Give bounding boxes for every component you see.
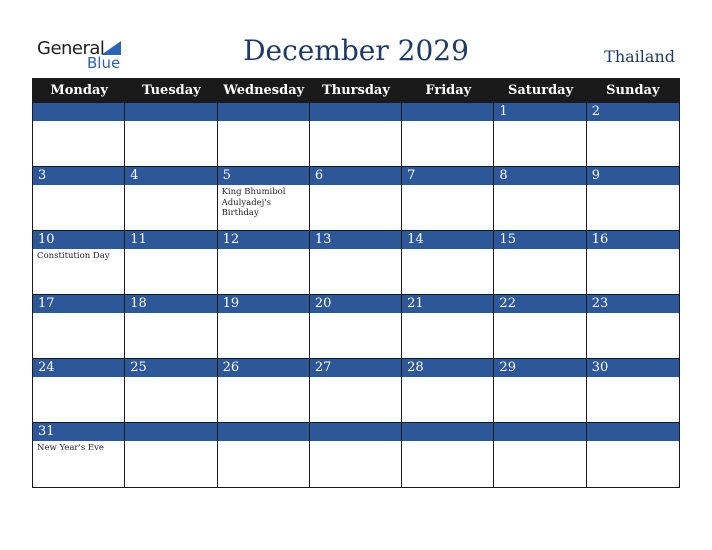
holiday-label — [33, 185, 124, 189]
day-cell — [125, 295, 217, 359]
day-cell — [587, 295, 679, 359]
holiday-label — [494, 313, 585, 317]
day-number: 24 — [33, 359, 124, 377]
weekday-saturday: Saturday — [507, 83, 574, 98]
day-cell — [494, 167, 586, 231]
day-number — [494, 423, 585, 441]
country-label: Thailand — [604, 47, 675, 66]
holiday-label: New Year's Eve — [37, 443, 104, 453]
weekday-friday: Friday — [425, 83, 472, 98]
weekday-tuesday: Tuesday — [142, 83, 201, 98]
holiday-label — [218, 377, 309, 381]
day-number: 20 — [310, 295, 401, 313]
holiday-label — [33, 313, 124, 317]
day-number: 12 — [218, 231, 309, 249]
day-cell — [218, 231, 310, 295]
day-number: 17 — [33, 295, 124, 313]
day-cell — [494, 423, 586, 487]
day-number: 14 — [402, 231, 493, 249]
day-number: 7 — [402, 167, 493, 185]
page-title: December 2029 — [243, 34, 469, 67]
holiday-label — [402, 185, 493, 189]
holiday-label — [125, 377, 216, 381]
holiday-label — [402, 121, 493, 125]
weekday-wednesday: Wednesday — [223, 83, 305, 98]
day-cell — [218, 167, 310, 231]
day-number — [402, 103, 493, 121]
day-number: 21 — [402, 295, 493, 313]
day-cell — [33, 359, 125, 423]
day-number: 6 — [310, 167, 401, 185]
weekday-sunday: Sunday — [606, 83, 660, 98]
day-cell — [33, 103, 125, 167]
day-number: 25 — [125, 359, 216, 377]
holiday-label — [310, 377, 401, 381]
holiday-label — [218, 441, 309, 445]
holiday-label — [494, 377, 585, 381]
weekday-header — [33, 79, 679, 103]
holiday-label — [125, 121, 216, 125]
holiday-label — [587, 185, 679, 189]
day-cell — [310, 103, 402, 167]
day-cell — [218, 359, 310, 423]
day-number: 18 — [125, 295, 216, 313]
day-cell — [494, 359, 586, 423]
logo-blue-text: Blue — [87, 54, 121, 72]
day-number — [310, 103, 401, 121]
holiday-label: King Bhumibol Adulyadej's Birthday — [221, 187, 286, 218]
day-number: 10 — [33, 231, 124, 249]
holiday-label — [494, 121, 585, 125]
day-cell — [33, 167, 125, 231]
day-number — [218, 423, 309, 441]
day-number: 13 — [310, 231, 401, 249]
holiday-label — [310, 249, 401, 253]
logo-general-text: General — [37, 38, 105, 59]
holiday-label — [310, 313, 401, 317]
day-cell — [125, 359, 217, 423]
day-number: 15 — [494, 231, 585, 249]
calendar-grid — [32, 78, 680, 488]
day-number: 23 — [587, 295, 679, 313]
day-number: 29 — [494, 359, 585, 377]
day-number: 11 — [125, 231, 216, 249]
holiday-label — [494, 185, 585, 189]
holiday-label — [402, 313, 493, 317]
holiday-label — [587, 249, 679, 253]
day-cell — [33, 231, 125, 295]
day-number: 28 — [402, 359, 493, 377]
holiday-label — [587, 121, 679, 125]
holiday-label — [587, 313, 679, 317]
day-cell — [310, 359, 402, 423]
day-cell — [310, 423, 402, 487]
holiday-label — [218, 249, 309, 253]
day-cell — [587, 423, 679, 487]
day-cell — [402, 103, 494, 167]
holiday-label: Constitution Day — [37, 251, 110, 261]
holiday-label — [218, 313, 309, 317]
holiday-label — [494, 441, 585, 445]
day-cell — [587, 167, 679, 231]
holiday-label — [494, 249, 585, 253]
day-number: 3 — [33, 167, 124, 185]
holiday-label — [33, 377, 124, 381]
day-number: 2 — [587, 103, 679, 121]
day-cell — [125, 167, 217, 231]
day-cell — [33, 295, 125, 359]
holiday-label — [310, 441, 401, 445]
day-cell — [494, 231, 586, 295]
weekday-monday: Monday — [50, 83, 108, 98]
holiday-label — [125, 249, 216, 253]
day-cell — [310, 231, 402, 295]
day-number: 9 — [587, 167, 679, 185]
day-number: 1 — [494, 103, 585, 121]
holiday-label — [587, 377, 679, 381]
day-cell — [402, 423, 494, 487]
day-cell — [402, 359, 494, 423]
holiday-label — [218, 121, 309, 125]
day-number: 16 — [587, 231, 679, 249]
day-number: 4 — [125, 167, 216, 185]
week-row — [33, 295, 679, 359]
holiday-label — [125, 441, 216, 445]
day-cell — [402, 167, 494, 231]
holiday-label — [310, 121, 401, 125]
day-number: 19 — [218, 295, 309, 313]
day-cell — [587, 103, 679, 167]
day-cell — [402, 295, 494, 359]
day-number: 30 — [587, 359, 679, 377]
holiday-label — [402, 441, 493, 445]
weekday-thursday: Thursday — [322, 83, 390, 98]
day-number — [33, 103, 124, 121]
day-number: 22 — [494, 295, 585, 313]
day-number: 27 — [310, 359, 401, 377]
day-number — [125, 423, 216, 441]
day-cell — [402, 231, 494, 295]
holiday-label — [125, 313, 216, 317]
day-cell — [218, 295, 310, 359]
day-cell — [218, 423, 310, 487]
week-row — [33, 167, 679, 231]
day-cell — [125, 103, 217, 167]
holiday-label — [402, 377, 493, 381]
holiday-label — [33, 121, 124, 125]
day-number: 31 — [33, 423, 124, 441]
holiday-label — [125, 185, 216, 189]
week-row — [33, 359, 679, 423]
day-number: 26 — [218, 359, 309, 377]
day-number — [587, 423, 679, 441]
day-cell — [587, 231, 679, 295]
holiday-label — [402, 249, 493, 253]
day-cell — [125, 423, 217, 487]
day-number — [310, 423, 401, 441]
holiday-label — [310, 185, 401, 189]
week-row — [33, 423, 679, 487]
day-cell — [310, 295, 402, 359]
day-cell — [218, 103, 310, 167]
day-cell — [310, 167, 402, 231]
week-row — [33, 231, 679, 295]
day-cell — [494, 103, 586, 167]
day-number — [218, 103, 309, 121]
day-number — [125, 103, 216, 121]
day-cell — [494, 295, 586, 359]
day-number — [402, 423, 493, 441]
holiday-label — [587, 441, 679, 445]
day-cell — [587, 359, 679, 423]
day-cell — [33, 423, 125, 487]
week-row — [33, 103, 679, 167]
day-number: 8 — [494, 167, 585, 185]
day-cell — [125, 231, 217, 295]
day-number: 5 — [218, 167, 309, 185]
